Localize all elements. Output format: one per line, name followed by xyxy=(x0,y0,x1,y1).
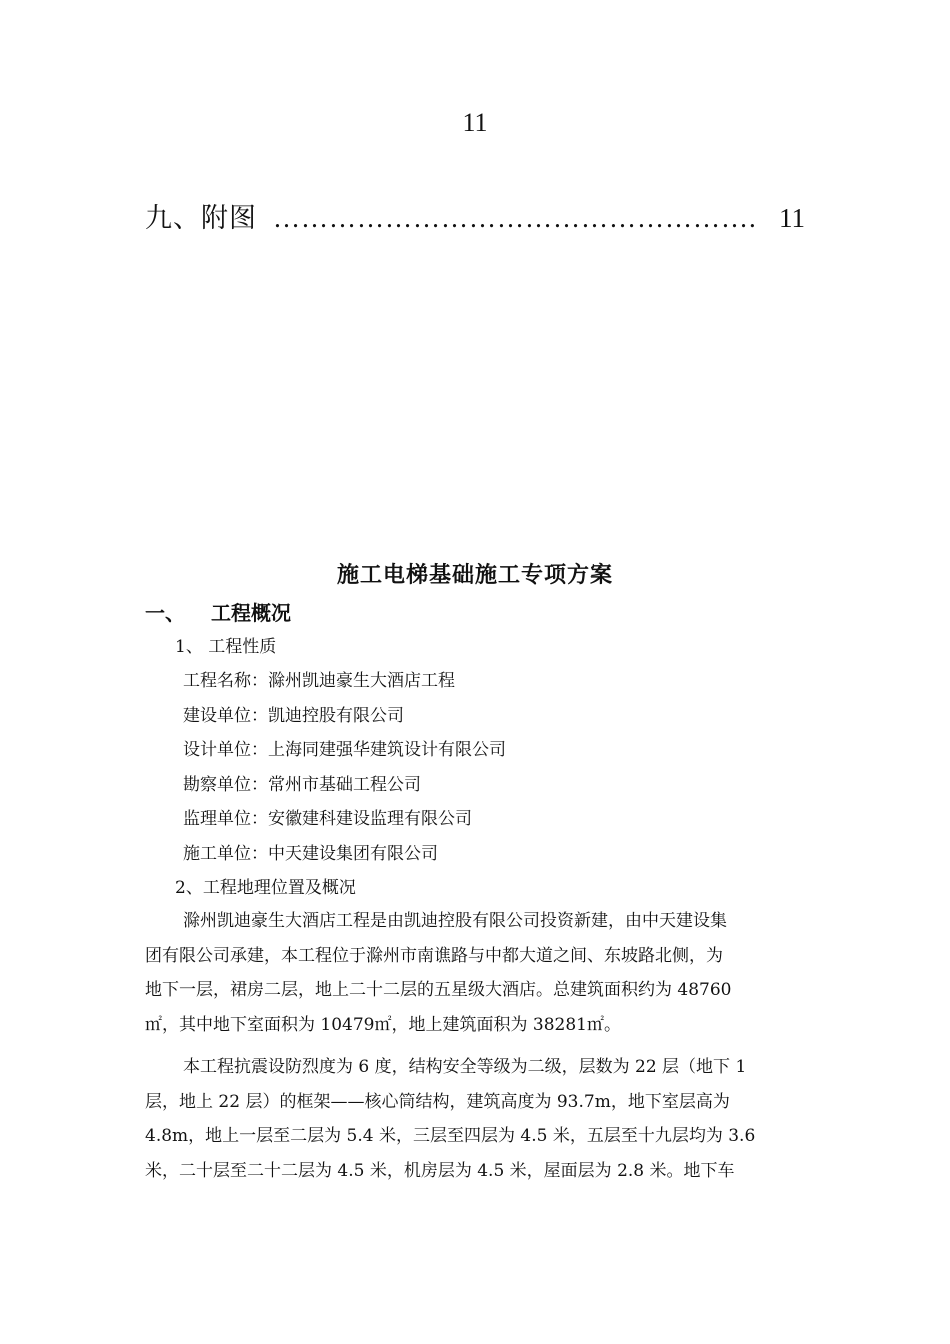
subsection-heading: 2、工程地理位置及概况 xyxy=(175,878,356,898)
toc-leader-dots: ……………………………………………. xyxy=(273,203,757,233)
page-number: 11 xyxy=(462,108,488,137)
paragraph-line: 层，地上 22 层）的框架——核心筒结构，建筑高度为 93.7m，地下室层高为 xyxy=(145,1091,730,1112)
paragraph-line: 米，二十层至二十二层为 4.5 米，机房层为 4.5 米，屋面层为 2.8 米。地下车 xyxy=(145,1160,735,1181)
paragraph-line: ㎡，其中地下室面积为 10479㎡，地上建筑面积为 38281㎡。 xyxy=(145,1014,621,1035)
paragraph-line: 本工程抗震设防烈度为 6 度，结构安全等级为二级，层数为 22 层（地下 1 xyxy=(183,1057,747,1077)
paragraph-structure xyxy=(145,1050,805,1188)
paragraph-line: 地下一层，裙房二层，地上二十二层的五星级大酒店。总建筑面积约为 48760 xyxy=(145,980,732,1000)
section-heading xyxy=(145,597,291,626)
paragraph-line: 团有限公司承建，本工程位于滁州市南谯路与中都大道之间、东坡路北侧，为 xyxy=(145,945,723,966)
paragraph-line: 滁州凯迪豪生大酒店工程是由凯迪控股有限公司投资新建，由中天建设集 xyxy=(183,911,727,931)
field-developer: 建设单位：凯迪控股有限公司 xyxy=(183,706,404,726)
paragraph-overview xyxy=(145,904,805,1042)
field-designer: 设计单位：上海同建强华建筑设计有限公司 xyxy=(183,740,506,760)
paragraph-line: 4.8m，地上一层至二层为 5.4 米，三层至四层为 4.5 米，五层至十九层均为 3.6 xyxy=(145,1126,756,1146)
field-surveyor: 勘察单位：常州市基础工程公司 xyxy=(183,775,421,795)
toc-entry-page: 11 xyxy=(779,203,805,233)
toc-entry-label: 九、附图 xyxy=(145,203,257,234)
toc-entry-appendix[interactable] xyxy=(145,196,805,236)
document-title: 施工电梯基础施工专项方案 xyxy=(336,563,613,588)
field-project-name: 工程名称：滁州凯迪豪生大酒店工程 xyxy=(183,671,455,691)
section-number: 一、 xyxy=(145,601,185,625)
section-title: 工程概况 xyxy=(211,601,291,625)
subsection-heading: 1、 工程性质 xyxy=(175,637,277,657)
field-contractor: 施工单位：中天建设集团有限公司 xyxy=(183,844,438,864)
field-supervisor: 监理单位：安徽建科建设监理有限公司 xyxy=(183,809,472,829)
